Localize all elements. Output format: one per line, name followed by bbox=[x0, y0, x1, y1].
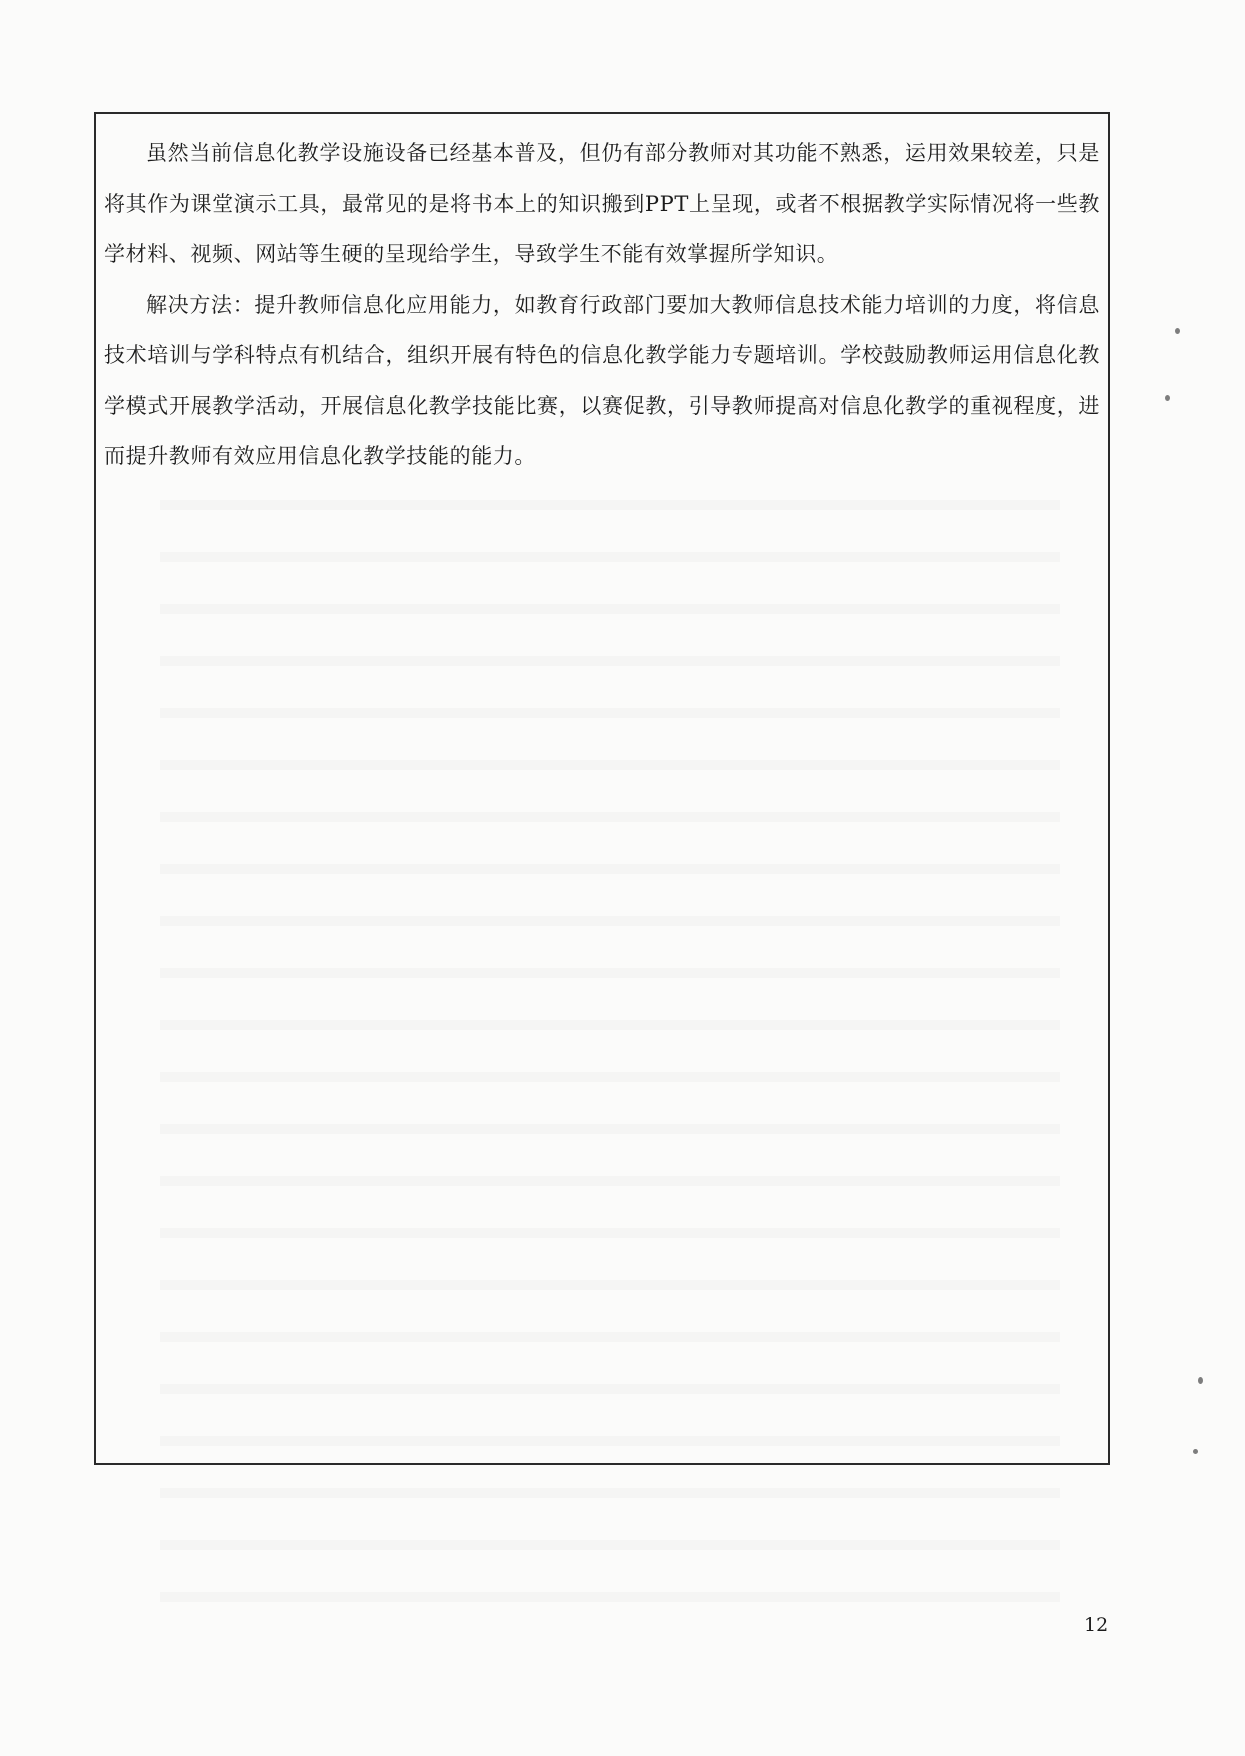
scan-speck bbox=[1175, 328, 1180, 334]
scan-speck bbox=[1193, 1449, 1198, 1454]
page-number: 12 bbox=[1084, 1614, 1109, 1636]
paragraph-solution: 解决方法：提升教师信息化应用能力，如教育行政部门要加大教师信息技术能力培训的力度，将信息技术培训与学科特点有机结合，组织开展有特色的信息化教学能力专题培训。学校鼓励教师运用信息化教学模式开展教学活动，开展信息化教学技能比赛，以赛促教，引导教师提高对信息化教学的重视程度，进而提升教师有效应用信息化教学技能的能力。 bbox=[104, 292, 1100, 468]
paragraph-problem: 虽然当前信息化教学设施设备已经基本普及，但仍有部分教师对其功能不熟悉，运用效果较差，只是将其作为课堂演示工具，最常见的是将书本上的知识搬到PPT上呈现，或者不根据教学实际情况将一些教学材料、视频、网站等生硬的呈现给学生，导致学生不能有效掌握所学知识。 bbox=[104, 141, 1100, 266]
frame-content bbox=[96, 128, 1108, 482]
scan-speck bbox=[1165, 395, 1170, 401]
scan-speck bbox=[1198, 1377, 1203, 1384]
text-frame bbox=[94, 112, 1110, 1465]
